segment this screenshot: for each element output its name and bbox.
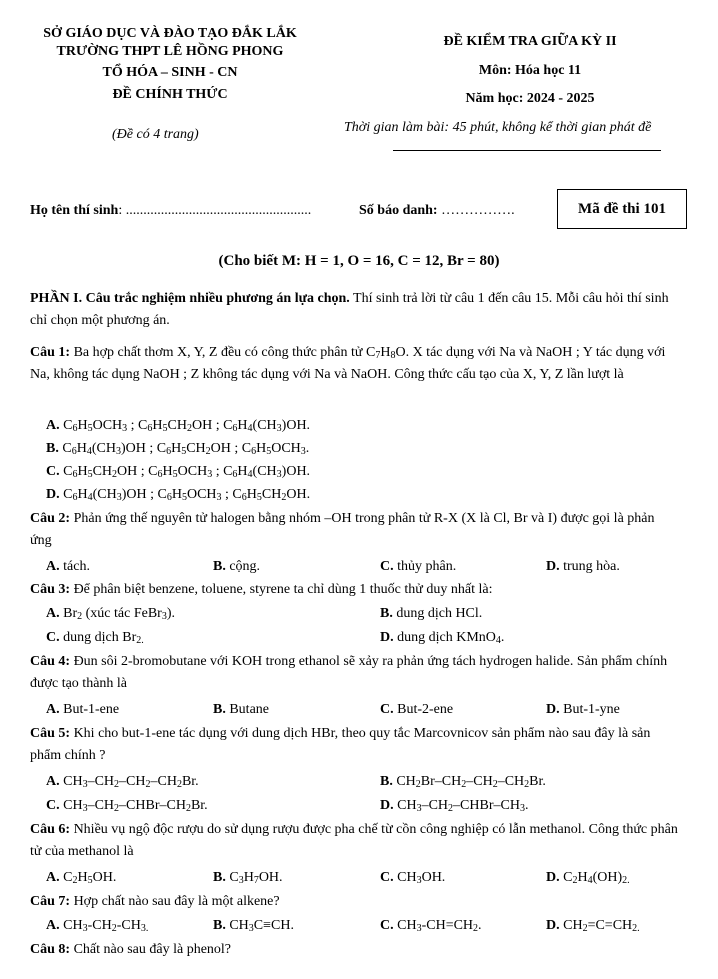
q7-stem <box>30 891 678 913</box>
header-pages-note: (Đề có 4 trang) <box>112 127 199 142</box>
option-text: Butane <box>225 702 269 717</box>
option-text: $CH_2Br-CH_2-CH_2-CH_2Br$. <box>392 774 546 790</box>
option-label: D. <box>380 630 394 645</box>
option-label: B. <box>213 702 226 717</box>
part1-text: Thí sinh trả lời từ câu 1 đến câu 15. Mỗi câu hỏi thí sinh chỉ chọn một phương án. <box>30 291 669 328</box>
q2-option-b[interactable] <box>213 556 260 578</box>
option-label: C. <box>46 630 60 645</box>
option-text: But-2-ene <box>393 702 454 717</box>
q1-num: Câu 1: <box>30 345 71 360</box>
q4-option-a[interactable] <box>46 699 119 721</box>
q1-option-d[interactable] <box>46 484 310 506</box>
option-text: $CH_3-CH=CH_2$. <box>393 918 482 934</box>
option-label: A. <box>46 870 60 885</box>
option-text: cộng. <box>225 559 261 574</box>
q4-option-c[interactable] <box>380 699 453 721</box>
q8-stem <box>30 939 678 961</box>
q5-stem <box>30 723 678 767</box>
option-label: D. <box>546 559 560 574</box>
option-label: B. <box>46 441 59 456</box>
option-label: D. <box>546 870 560 885</box>
q3-option-b[interactable] <box>380 603 482 625</box>
student-name-dots: : ..................................................... <box>118 203 312 218</box>
q2-num: Câu 2: <box>30 511 71 526</box>
option-label: A. <box>46 606 60 621</box>
q8-num: Câu 8: <box>30 942 71 957</box>
option-label: D. <box>380 798 394 813</box>
q7-option-b[interactable] <box>213 915 294 937</box>
q1-text: Ba hợp chất thơm X, Y, Z đều có công thức phân tử $C_7H_8O$. X tác dụng với Na và NaOH ; Y tác dụng với Na, không tác dụng NaOH ; Z không tác dụng với Na và NaOH. Công thức cấu tạo của X, Y, Z lần lượt là <box>30 345 666 382</box>
exam-time: Thời gian làm bài: 45 phút, không kể thời gian phát đề <box>344 120 652 135</box>
q7-option-d[interactable] <box>546 915 640 937</box>
header-dept: SỞ GIÁO DỤC VÀ ĐÀO TẠO ĐẮK LẮK <box>43 26 297 41</box>
option-label: C. <box>46 798 60 813</box>
header-official: ĐỀ CHÍNH THỨC <box>112 87 228 102</box>
option-text: $C_3H_7OH$. <box>225 870 283 886</box>
q7-num: Câu 7: <box>30 894 71 909</box>
option-text: But-1-ene <box>59 702 120 717</box>
option-label: B. <box>380 606 393 621</box>
exam-title: ĐỀ KIỂM TRA GIỮA KỲ II <box>443 34 617 49</box>
option-label: C. <box>380 870 394 885</box>
q2-option-c[interactable] <box>380 556 456 578</box>
q1-option-b[interactable] <box>46 438 309 460</box>
option-label: A. <box>46 774 60 789</box>
q1-option-c[interactable] <box>46 461 310 483</box>
q6-option-b[interactable] <box>213 867 283 889</box>
option-text: $CH_3-CH_2-CHBr-CH_3$. <box>393 798 529 814</box>
q3-option-d[interactable] <box>380 627 504 649</box>
option-label: B. <box>213 870 226 885</box>
option-label: D. <box>46 487 60 502</box>
q6-option-c[interactable] <box>380 867 445 889</box>
option-label: C. <box>46 464 60 479</box>
q2-option-d[interactable] <box>546 556 620 578</box>
q5-option-d[interactable] <box>380 795 528 817</box>
q1-option-a[interactable] <box>46 415 310 437</box>
student-name-row <box>30 203 311 219</box>
q7-text: Hợp chất nào sau đây là một alkene? <box>70 894 280 909</box>
exam-subject: Môn: Hóa học 11 <box>478 63 582 78</box>
header-group: TỔ HÓA – SINH - CN <box>102 65 238 80</box>
student-name-label: Họ tên thí sinh <box>30 203 119 218</box>
option-label: B. <box>380 774 393 789</box>
q5-num: Câu 5: <box>30 726 71 741</box>
part1-heading <box>30 288 678 332</box>
exam-year: Năm học: 2024 - 2025 <box>465 91 595 106</box>
q2-stem <box>30 508 678 552</box>
option-text: $C_2H_4(OH)_{2.}$ <box>559 870 630 886</box>
option-label: D. <box>546 702 560 717</box>
q4-num: Câu 4: <box>30 654 71 669</box>
option-text: tách. <box>59 559 90 574</box>
option-label: B. <box>213 559 226 574</box>
q2-text: Phản ứng thế nguyên tử halogen bằng nhóm –OH trong phân tử R-X (X là Cl, Br và I) được gọi là phản ứng <box>30 511 655 548</box>
option-text: $CH_3-CH_2-CH_{3.}$ <box>59 918 149 934</box>
part1-title: PHẦN I. Câu trắc nghiệm nhiều phương án lựa chọn. <box>30 291 350 306</box>
q6-num: Câu 6: <box>30 822 71 837</box>
given-masses: (Cho biết M: H = 1, O = 16, C = 12, Br = 80) <box>218 253 500 269</box>
q3-option-a[interactable] <box>46 603 175 625</box>
option-text: dung dịch HCl. <box>392 606 483 621</box>
exam-code: Mã đề thi 101 <box>578 200 666 217</box>
option-label: A. <box>46 559 60 574</box>
option-label: C. <box>380 559 394 574</box>
option-text: $CH_3-CH_2-CHBr-CH_2Br$. <box>59 798 208 814</box>
header-school: TRƯỜNG THPT LÊ HỒNG PHONG <box>56 44 284 59</box>
q3-num: Câu 3: <box>30 582 71 597</box>
option-label: C. <box>380 702 394 717</box>
q7-option-a[interactable] <box>46 915 148 937</box>
option-text: $C_2H_5OH$. <box>59 870 117 886</box>
q6-option-a[interactable] <box>46 867 116 889</box>
header-divider <box>393 150 661 151</box>
q5-option-a[interactable] <box>46 771 199 793</box>
student-id-row <box>359 203 515 219</box>
student-id-dots: ……………. <box>441 203 515 218</box>
option-text: $CH_3-CH_2-CH_2-CH_2Br$. <box>59 774 199 790</box>
option-text: $Br_2$ (xúc tác FeBr$_3$). <box>59 606 175 622</box>
q7-option-c[interactable] <box>380 915 482 937</box>
q5-option-b[interactable] <box>380 771 546 793</box>
q5-text: Khi cho but-1-ene tác dụng với dung dịch HBr, theo quy tắc Marcovnicov sản phẩm nào sau đây là sản phẩm chính ? <box>30 726 651 763</box>
option-text: $C_6H_4(CH_3)OH$ ; $C_6H_5CH_2OH$ ; $C_6H_5OCH_3$. <box>58 441 310 457</box>
q3-option-c[interactable] <box>46 627 144 649</box>
exam-code-box <box>557 189 687 229</box>
q1-stem <box>30 342 678 386</box>
option-text: dung dịch KMnO$_4$. <box>393 630 505 646</box>
q4-option-d[interactable] <box>546 699 620 721</box>
option-text: $C_6H_5OCH_3$ ; $C_6H_5CH_2OH$ ; $C_6H_4(CH_3)OH$. <box>59 418 311 434</box>
option-text: $C_6H_5CH_2OH$ ; $C_6H_5OCH_3$ ; $C_6H_4(CH_3)OH$. <box>59 464 311 480</box>
option-label: D. <box>546 918 560 933</box>
option-label: A. <box>46 702 60 717</box>
option-text: $CH_2=C=CH_{2.}$ <box>559 918 640 934</box>
q3-text: Để phân biệt benzene, toluene, styrene ta chỉ dùng 1 thuốc thử duy nhất là: <box>70 582 493 597</box>
student-id-label: Số báo danh: <box>359 203 442 218</box>
option-label: B. <box>213 918 226 933</box>
q4-stem <box>30 651 678 695</box>
q2-option-a[interactable] <box>46 556 90 578</box>
q6-option-d[interactable] <box>546 867 630 889</box>
q4-text: Đun sôi 2-bromobutane với KOH trong ethanol sẽ xảy ra phản ứng tách hydrogen halide. Sản phẩm chính được tạo thành là <box>30 654 668 691</box>
option-label: C. <box>380 918 394 933</box>
q4-option-b[interactable] <box>213 699 269 721</box>
option-text: trung hòa. <box>559 559 620 574</box>
option-label: A. <box>46 918 60 933</box>
option-text: But-1-yne <box>559 702 620 717</box>
option-text: dung dịch $Br_{2.}$ <box>59 630 144 646</box>
option-text: thủy phân. <box>393 559 457 574</box>
q8-text: Chất nào sau đây là phenol? <box>70 942 232 957</box>
q3-stem <box>30 579 678 601</box>
option-text: $CH_3C\equiv CH$. <box>225 918 294 934</box>
option-label: A. <box>46 418 60 433</box>
option-text: $CH_3OH$. <box>393 870 446 886</box>
q6-text: Nhiều vụ ngộ độc rượu do sử dụng rượu được pha chế từ cồn công nghiệp có lẫn methanol. Công thức phân tử của methanol là <box>30 822 678 859</box>
q6-stem <box>30 819 678 863</box>
q5-option-c[interactable] <box>46 795 208 817</box>
option-text: $C_6H_4(CH_3)OH$ ; $C_6H_5OCH_3$ ; $C_6H_5CH_2OH$. <box>59 487 311 503</box>
